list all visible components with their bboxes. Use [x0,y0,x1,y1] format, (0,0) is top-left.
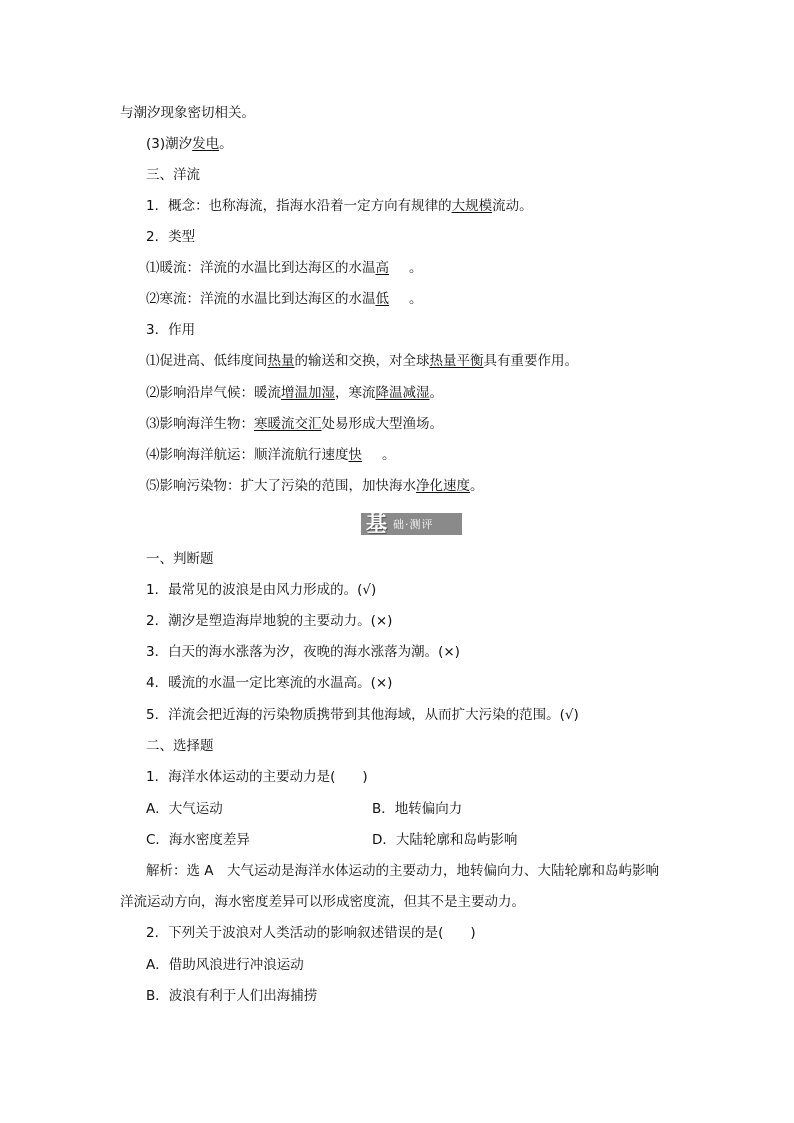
answer-blank: 高 [375,260,389,276]
text-line: ⑵影响沿岸气候：暖流增温加湿，寒流降温减湿。 [146,385,443,401]
option-c: C．海水密度差异 [146,832,250,848]
answer-blank: 增温加湿 [281,385,335,401]
text-line: ⑵寒流：洋流的水温比到达海区的水温低 。 [146,291,423,307]
section-badge [361,513,462,535]
answer-blank: 热量平衡 [429,353,484,369]
text-line: ⑶影响海洋生物：寒暖流交汇处易形成大型渔场。 [146,416,443,432]
badge-character: 基 [366,511,387,536]
question-stem: 2．下列关于波浪对人类活动的影响叙述错误的是( ) [146,925,476,941]
text-line: ⑴促进高、低纬度间热量的输送和交换，对全球热量平衡具有重要作用。 [146,353,578,369]
option-a: A．借助风浪进行冲浪运动 [146,957,304,973]
answer-blank: 热量 [267,353,295,369]
judge-item: 1．最常见的波浪是由风力形成的。(√) [146,582,377,598]
analysis-text: 解析：选 A 大气运动是海洋水体运动的主要动力，地转偏向力、大陆轮廓和岛屿影响 [146,863,660,879]
answer-blank: 降温减湿 [375,385,430,401]
option-a: A．大气运动 [146,801,223,817]
judge-item: 5．洋流会把近海的污染物质携带到其他海域，从而扩大污染的范围。(√) [146,707,579,723]
judge-item: 4．暖流的水温一定比寒流的水温高。(×) [146,675,393,691]
answer-blank: 低 [375,291,389,307]
answer-blank: 大规模 [451,198,493,214]
section-heading: 二、选择题 [146,738,214,754]
section-heading: 三、洋流 [146,167,200,183]
analysis-text: 洋流运动方向，海水密度差异可以形成密度流，但其不是主要动力。 [120,894,525,910]
option-d: D．大陆轮廓和岛屿影响 [372,832,518,848]
subsection-heading: 2．类型 [146,229,196,245]
text-line: 与潮汐现象密切相关。 [120,105,255,121]
judge-item: 2．潮汐是塑造海岸地貌的主要动力。(×) [146,613,393,629]
question-stem: 1．海洋水体运动的主要动力是( ) [146,769,368,785]
text-line: ⑸影响污染物：扩大了污染的范围，加快海水净化速度。 [146,478,484,494]
subsection-heading: 3．作用 [146,322,196,338]
text-line: ⑴暖流：洋流的水温比到达海区的水温高 。 [146,260,423,276]
judge-item: 3．白天的海水涨落为汐，夜晚的海水涨落为潮。(×) [146,644,460,660]
option-b: B．波浪有利于人们出海捕捞 [146,988,318,1004]
badge-label: 础·测评 [393,518,434,531]
text-line: 1．概念：也称海流，指海水沿着一定方向有规律的大规模流动。 [146,198,533,214]
section-heading: 一、判断题 [146,551,214,567]
answer-blank: 寒暖流交汇 [254,416,322,432]
text-line: (3)潮汐发电。 [146,136,233,152]
answer-blank: 发电 [192,136,220,152]
answer-blank: 净化速度 [416,478,470,494]
answer-blank: 快 [348,447,362,463]
option-b: B．地转偏向力 [372,801,463,817]
text-line: ⑷影响海洋航运：顺洋流航行速度快 。 [146,447,396,463]
